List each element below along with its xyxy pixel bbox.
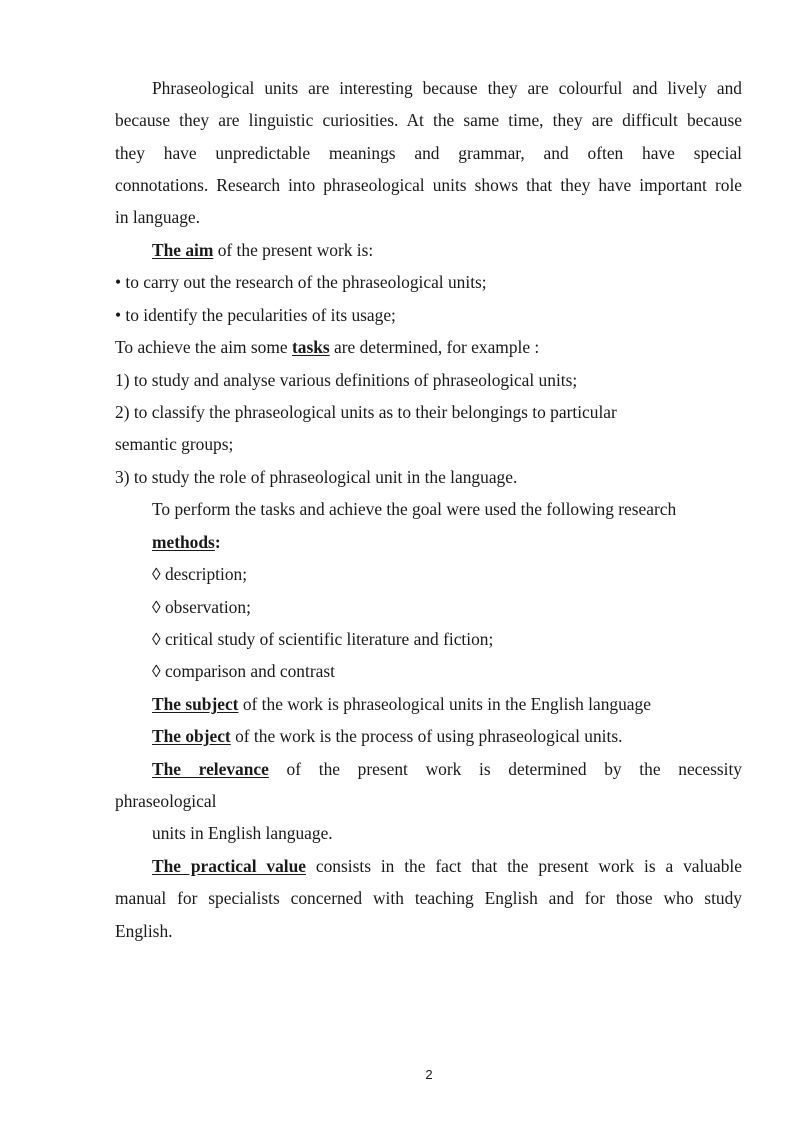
intro-line-2: because they are linguistic curiosities. At the same time, they are difficult because [115, 110, 742, 130]
relevance-line-3: units in English language. [152, 823, 333, 843]
aim-keyword: The aim [152, 240, 214, 260]
subject-text: of the work is phraseological units in the English language [238, 694, 651, 714]
method-item-4: ◊ comparison and contrast [152, 661, 335, 681]
method-item-3: ◊ critical study of scientific literature and fiction; [152, 629, 494, 649]
aim-line [152, 239, 373, 261]
method-item-2: ◊ observation; [152, 597, 251, 617]
intro-line-4: connotations. Research into phraseological units shows that they have important role [115, 175, 742, 195]
tasks-post: are determined, for example : [329, 337, 540, 357]
practical-text: consists in the fact that the present work is a valuable [306, 856, 742, 876]
methods-heading [152, 531, 221, 553]
relevance-keyword: The relevance [152, 759, 269, 779]
method-item-1: ◊ description; [152, 564, 248, 584]
tasks-pre: To achieve the aim some [115, 337, 292, 357]
aim-bullet-1: • to carry out the research of the phraseological units; [115, 272, 487, 292]
task-item-1: 1) to study and analyse various definitions of phraseological units; [115, 370, 578, 390]
tasks-line [115, 336, 539, 358]
practical-line-2: manual for specialists concerned with teaching English and for those who study [115, 888, 742, 908]
object-keyword: The object [152, 726, 231, 746]
intro-line-5: in language. [115, 207, 200, 227]
subject-line [152, 693, 651, 715]
task-item-2-cont: semantic groups; [115, 434, 234, 454]
practical-keyword: The practical value [152, 856, 307, 876]
intro-line-3: they have unpredictable meanings and grammar, and often have special [115, 143, 742, 163]
aim-bullet-2: • to identify the pecularities of its usage; [115, 305, 396, 325]
page-number: 2 [425, 1067, 433, 1082]
practical-line [152, 855, 742, 877]
task-item-2: 2) to classify the phraseological units as to their belongings to particular [115, 402, 617, 422]
practical-line-3: English. [115, 921, 173, 941]
relevance-line [152, 758, 742, 780]
aim-text: of the present work is: [213, 240, 374, 260]
methods-keyword: methods [152, 532, 215, 552]
relevance-text: of the present work is determined by the necessity [268, 759, 742, 779]
methods-intro: To perform the tasks and achieve the goal were used the following research [152, 499, 677, 519]
relevance-line-2: phraseological [115, 791, 217, 811]
tasks-keyword: tasks [291, 337, 330, 357]
subject-keyword: The subject [152, 694, 239, 714]
intro-line-1: Phraseological units are interesting because they are colourful and lively and [152, 78, 742, 98]
methods-colon: : [214, 532, 221, 552]
task-item-3: 3) to study the role of phraseological unit in the language. [115, 467, 518, 487]
object-text: of the work is the process of using phraseological units. [230, 726, 623, 746]
object-line [152, 725, 622, 747]
